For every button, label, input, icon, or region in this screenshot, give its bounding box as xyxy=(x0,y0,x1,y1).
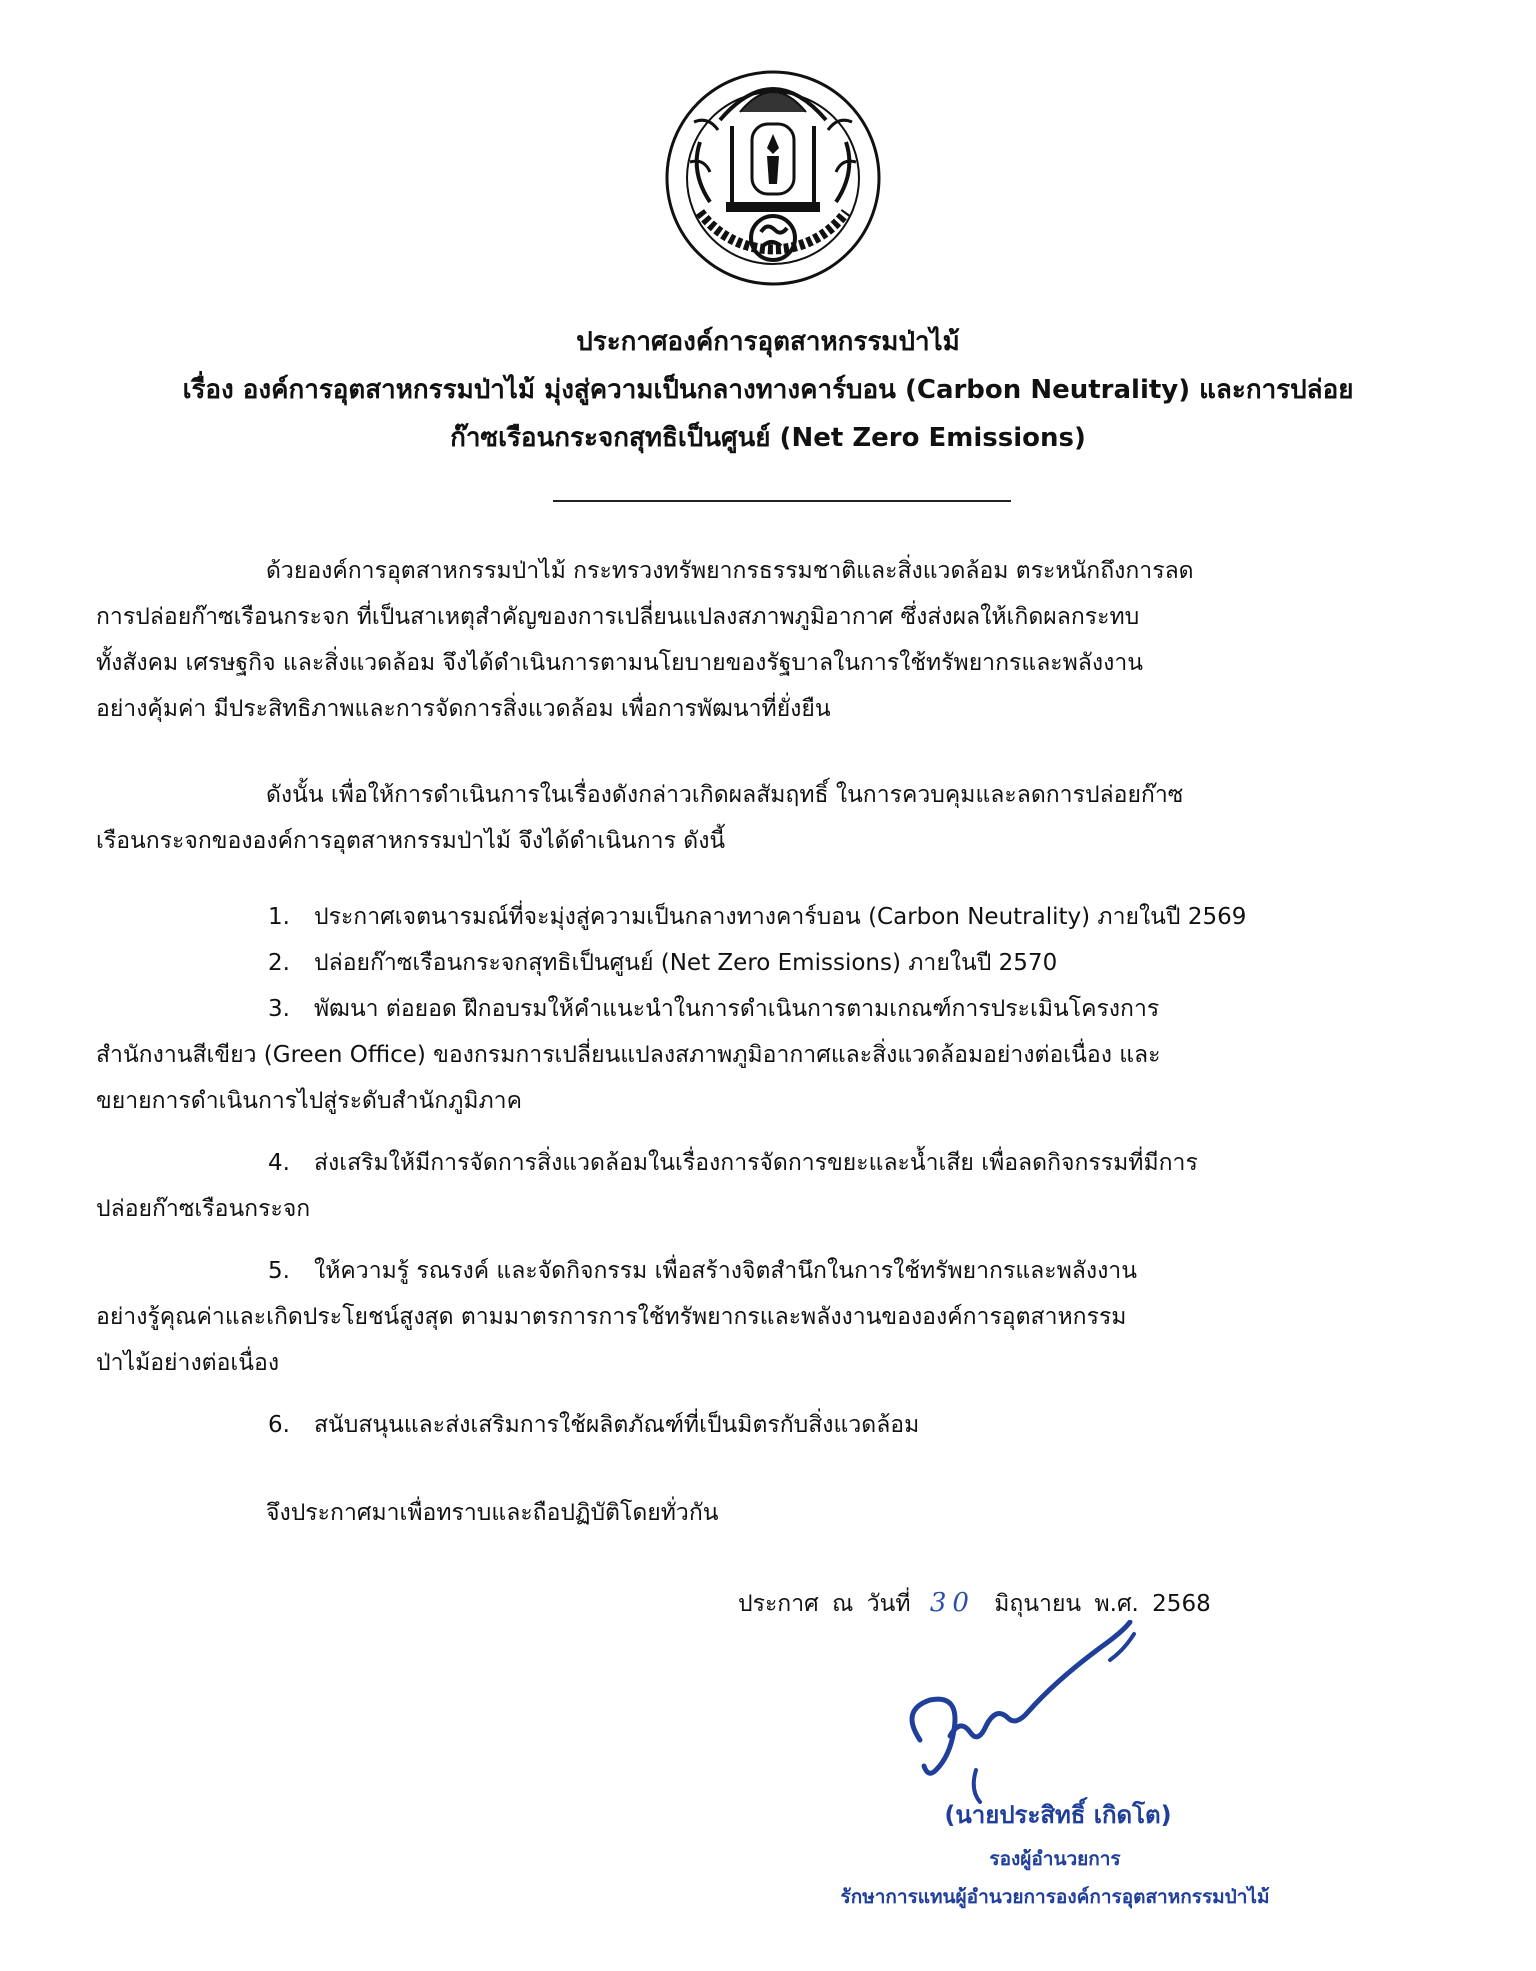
title-line-3: ก๊าซเรือนกระจกสุทธิเป็นศูนย์ (Net Zero Emissions) xyxy=(450,423,1086,453)
date-month: มิถุนายน xyxy=(994,1591,1082,1617)
closing-statement: จึงประกาศมาเพื่อทราบและถือปฏิบัติโดยทั่วกัน xyxy=(266,1500,719,1526)
item-text: ปล่อยก๊าซเรือนกระจกสุทธิเป็นศูนย์ (Net Zero Emissions) ภายในปี 2570 xyxy=(314,950,1058,976)
paragraph-line: อย่างคุ้มค่า มีประสิทธิภาพและการจัดการสิ่งแวดล้อม เพื่อการพัฒนาที่ยั่งยืน xyxy=(96,696,831,722)
item-number: 5. xyxy=(268,1258,290,1284)
paragraph-line: เรือนกระจกขององค์การอุตสาหกรรมป่าไม้ จึงได้ดำเนินการ ดังนี้ xyxy=(96,828,726,854)
date-prefix: ประกาศ ณ วันที่ xyxy=(738,1591,911,1617)
item-number: 6. xyxy=(268,1412,290,1438)
organization-seal-icon xyxy=(660,52,886,304)
item-text-continued: ป่าไม้อย่างต่อเนื่อง xyxy=(96,1350,280,1376)
document-title xyxy=(60,318,1476,462)
list-item xyxy=(96,894,1446,940)
paragraph-line: ด้วยองค์การอุตสาหกรรมป่าไม้ กระทรวงทรัพยากรธรรมชาติและสิ่งแวดล้อม ตระหนักถึงการลด xyxy=(266,558,1194,584)
item-text-continued: ขยายการดำเนินการไปสู่ระดับสำนักภูมิภาค xyxy=(96,1088,522,1114)
signer-name: (นายประสิทธิ์ เกิดโต) xyxy=(944,1801,1172,1829)
paragraph-actions-intro xyxy=(96,772,1446,864)
date-year: พ.ศ. 2568 xyxy=(1094,1591,1211,1617)
paragraph-intro xyxy=(96,548,1446,732)
date-day-handwritten: 30 xyxy=(929,1588,975,1618)
item-text: ส่งเสริมให้มีการจัดการสิ่งแวดล้อมในเรื่องการจัดการขยะและน้ำเสีย เพื่อลดกิจกรรมที่มีการ xyxy=(314,1150,1198,1176)
paragraph-line: ทั้งสังคม เศรษฐกิจ และสิ่งแวดล้อม จึงได้ดำเนินการตามนโยบายของรัฐบาลในการใช้ทรัพยากรและพลังงาน xyxy=(96,650,1143,676)
list-item xyxy=(96,1402,1446,1448)
item-text: พัฒนา ต่อยอด ฝึกอบรมให้คำแนะนำในการดำเนินการตามเกณฑ์การประเมินโครงการ xyxy=(314,996,1160,1022)
item-text-continued: อย่างรู้คุณค่าและเกิดประโยชน์สูงสุด ตามมาตรการการใช้ทรัพยากรและพลังงานขององค์การอุตสาหกรรม xyxy=(96,1304,1127,1330)
item-number: 2. xyxy=(268,950,290,976)
paragraph-line: ดังนั้น เพื่อให้การดำเนินการในเรื่องดังกล่าวเกิดผลสัมฤทธิ์ ในการควบคุมและลดการปล่อยก๊าซ xyxy=(266,782,1184,808)
item-number: 3. xyxy=(268,996,290,1022)
title-line-2: เรื่อง องค์การอุตสาหกรรมป่าไม้ มุ่งสู่ความเป็นกลางทางคาร์บอน (Carbon Neutrality) และการปล่อย xyxy=(182,375,1354,405)
list-item xyxy=(96,940,1446,986)
title-divider xyxy=(553,500,1011,502)
signature-icon xyxy=(880,1620,1180,1810)
item-text-continued: สำนักงานสีเขียว (Green Office) ของกรมการเปลี่ยนแปลงสภาพภูมิอากาศและสิ่งแวดล้อมอย่างต่อเนื่อง และ xyxy=(96,1042,1161,1068)
item-text-continued: ปล่อยก๊าซเรือนกระจก xyxy=(96,1196,311,1222)
action-list xyxy=(96,894,1446,1448)
list-item xyxy=(96,1140,1446,1232)
item-number: 1. xyxy=(268,904,290,930)
signer-position: รองผู้อำนวยการ xyxy=(989,1848,1121,1870)
item-text: สนับสนุนและส่งเสริมการใช้ผลิตภัณฑ์ที่เป็นมิตรกับสิ่งแวดล้อม xyxy=(314,1412,920,1438)
item-number: 4. xyxy=(268,1150,290,1176)
signer-acting-position: รักษาการแทนผู้อำนวยการองค์การอุตสาหกรรมป่าไม้ xyxy=(840,1886,1270,1908)
signer-block xyxy=(760,1792,1350,1914)
title-line-1: ประกาศองค์การอุตสาหกรรมป่าไม้ xyxy=(576,327,960,357)
list-item xyxy=(96,1248,1446,1386)
list-item xyxy=(96,986,1446,1124)
paragraph-line: การปล่อยก๊าซเรือนกระจก ที่เป็นสาเหตุสำคัญของการเปลี่ยนแปลงสภาพภูมิอากาศ ซึ่งส่งผลให้เกิดผลกระทบ xyxy=(96,604,1140,630)
item-text: ให้ความรู้ รณรงค์ และจัดกิจกรรม เพื่อสร้างจิตสำนึกในการใช้ทรัพยากรและพลังงาน xyxy=(314,1258,1137,1284)
item-text: ประกาศเจตนารมณ์ที่จะมุ่งสู่ความเป็นกลางทางคาร์บอน (Carbon Neutrality) ภายในปี 2569 xyxy=(314,904,1247,930)
